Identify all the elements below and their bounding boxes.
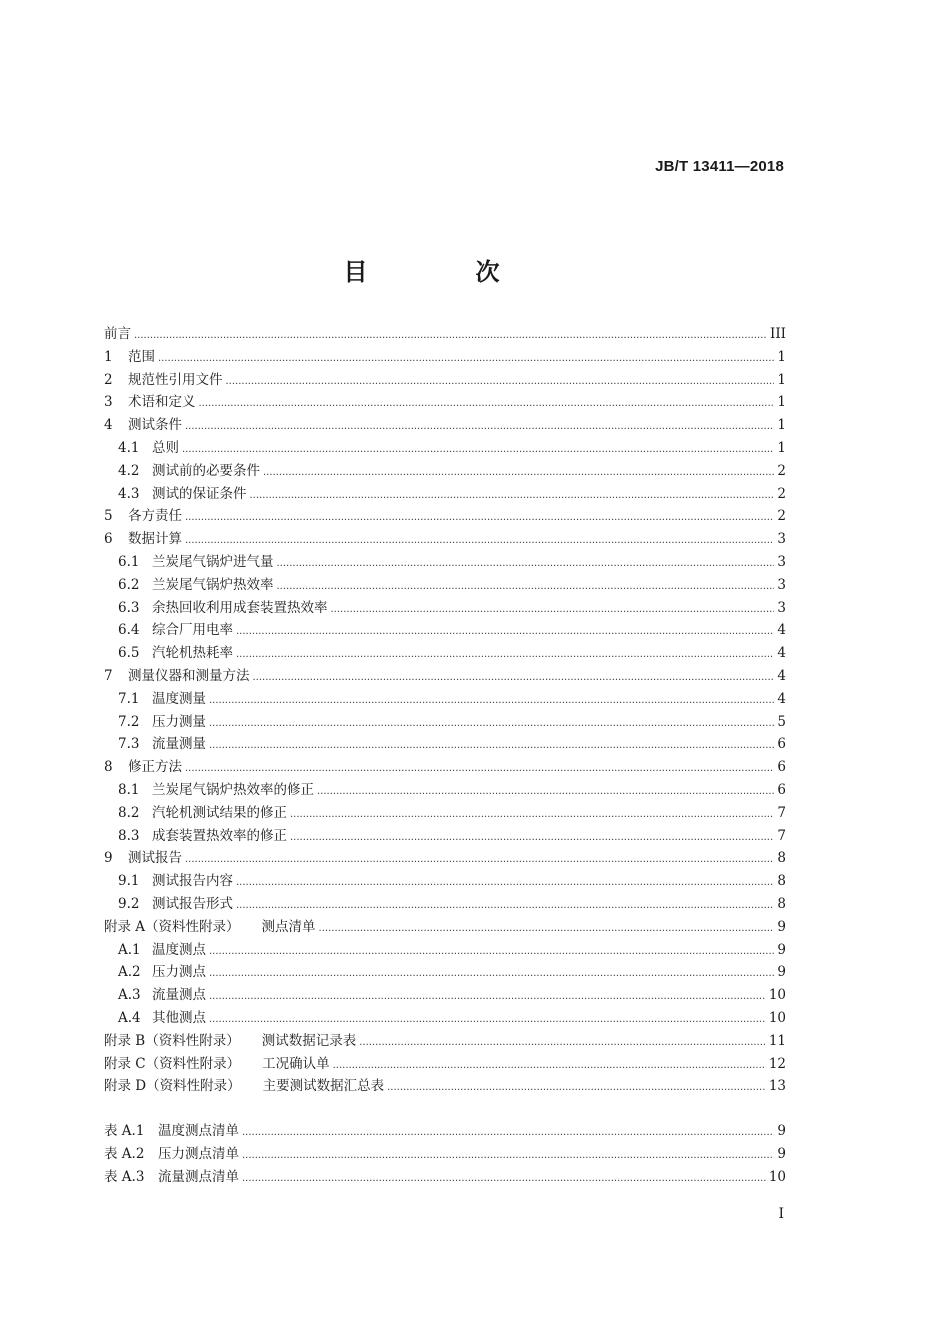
dot-leader — [236, 900, 774, 911]
toc-entry[interactable] — [104, 504, 786, 527]
toc-entry-number: 表 A.3 — [104, 1168, 145, 1185]
toc-entry-title: 测试前的必要条件 — [152, 462, 260, 479]
toc-entry-title: 测试报告形式 — [152, 895, 233, 912]
toc-entry-page: 8 — [777, 873, 786, 890]
toc-entry-title: 兰炭尾气锅炉热效率 — [152, 576, 274, 593]
toc-entry-number: 表 A.1 — [104, 1123, 145, 1140]
dot-leader — [253, 672, 775, 683]
toc-entry-page: 4 — [777, 690, 786, 707]
toc-entry-number: 6.1 — [118, 553, 140, 570]
toc-entry-title: 流量测量 — [152, 736, 206, 753]
dot-leader — [236, 626, 774, 637]
toc-entry-page: 10 — [768, 987, 786, 1004]
dot-leader — [236, 649, 774, 660]
toc-entry-page: 13 — [768, 1078, 786, 1095]
toc-entry-page: 3 — [777, 531, 786, 548]
toc-entry-page: 4 — [777, 645, 786, 662]
toc-entry-number: 6.3 — [118, 599, 140, 616]
toc-entry-page: 4 — [777, 667, 786, 684]
dot-leader — [333, 1060, 766, 1071]
toc-entry-number: 7.2 — [118, 713, 140, 730]
toc-entry-page: 1 — [777, 348, 786, 365]
toc-entry[interactable] — [104, 618, 786, 641]
toc-entry-number: 1 — [104, 348, 113, 365]
dot-leader — [242, 1150, 774, 1161]
dot-leader — [185, 854, 774, 865]
dot-leader — [359, 1037, 766, 1048]
toc-entry[interactable] — [104, 1142, 786, 1165]
toc-entry[interactable] — [104, 1074, 786, 1097]
toc-entry-page: 8 — [777, 850, 786, 867]
dot-leader — [209, 718, 774, 729]
toc-entry-number: 8.1 — [118, 781, 140, 798]
toc-entry-number: 附录 A（资料性附录） — [104, 918, 240, 935]
toc-entry-page: 3 — [777, 576, 786, 593]
toc-entry-page: 6 — [777, 736, 786, 753]
toc-entry[interactable] — [104, 459, 786, 482]
toc-entry-title: 测点清单 — [261, 918, 316, 935]
toc-entry-title: 规范性引用文件 — [128, 371, 223, 388]
toc-entry-title: 修正方法 — [128, 759, 182, 776]
toc-entry-title: 测试报告 — [128, 850, 182, 867]
dot-leader — [242, 1127, 774, 1138]
toc-entry-number: 7.3 — [118, 736, 140, 753]
dot-leader — [319, 923, 775, 934]
toc-entry-title: 各方责任 — [128, 508, 182, 525]
toc-entry-number: 5 — [104, 508, 113, 525]
dot-leader — [277, 558, 775, 569]
toc-entry[interactable] — [104, 1029, 786, 1052]
dot-leader — [182, 444, 774, 455]
toc-entry-page: 7 — [777, 804, 786, 821]
toc-entry-number: 附录 B（资料性附录） — [104, 1032, 240, 1049]
toc-entry[interactable] — [104, 824, 786, 847]
toc-entry-number: 6.5 — [118, 645, 140, 662]
toc-entry[interactable] — [104, 778, 786, 801]
toc-entry-title: 测试条件 — [128, 417, 182, 434]
toc-entry-title: 测试报告内容 — [152, 873, 233, 890]
dot-leader — [290, 809, 774, 820]
toc-entry-title: 成套装置热效率的修正 — [152, 827, 287, 844]
dot-leader — [185, 763, 774, 774]
toc-entry-page: 1 — [777, 439, 786, 456]
toc-entry-page: 6 — [777, 759, 786, 776]
toc-entry-title: 温度测点清单 — [158, 1123, 239, 1140]
dot-leader — [134, 330, 767, 341]
toc-entry[interactable] — [104, 938, 786, 961]
toc-entry[interactable] — [104, 550, 786, 573]
dot-leader — [290, 832, 774, 843]
toc-entry-page: 1 — [777, 394, 786, 411]
toc-entry-number: 2 — [104, 371, 113, 388]
dot-leader — [209, 991, 766, 1002]
toc-entry-page: 2 — [777, 462, 786, 479]
toc-entry-title: 汽轮机热耗率 — [152, 645, 233, 662]
dot-leader — [317, 786, 774, 797]
dot-leader — [236, 877, 774, 888]
dot-leader — [185, 421, 774, 432]
dot-leader — [209, 1014, 766, 1025]
toc-entry[interactable] — [104, 527, 786, 550]
toc-entry-number: 8.2 — [118, 804, 140, 821]
toc-entry-page: 9 — [777, 1145, 786, 1162]
toc-entry[interactable] — [104, 892, 786, 915]
toc-entry-page: 6 — [777, 781, 786, 798]
dot-leader — [158, 353, 774, 364]
toc-entry-page: 1 — [777, 417, 786, 434]
toc-entry-number: 3 — [104, 394, 113, 411]
toc-entry-title: 测量仪器和测量方法 — [128, 667, 250, 684]
toc-entry-page: 5 — [777, 713, 786, 730]
dot-leader — [387, 1082, 766, 1093]
dot-leader — [250, 490, 775, 501]
toc-entry-page: 1 — [777, 371, 786, 388]
toc-entry-title: 总则 — [152, 439, 179, 456]
toc-entry-number: 6.2 — [118, 576, 140, 593]
toc-entry-page: III — [770, 326, 786, 342]
toc-entry-number: 6.4 — [118, 622, 140, 639]
dot-leader — [199, 398, 775, 409]
toc-entry-title: 范围 — [128, 348, 155, 365]
dot-leader — [209, 740, 774, 751]
toc-entry[interactable] — [104, 687, 786, 710]
toc-entry-number: 附录 D（资料性附录） — [104, 1078, 241, 1095]
toc-entry[interactable] — [104, 390, 786, 413]
toc-entry-title: 汽轮机测试结果的修正 — [152, 804, 287, 821]
toc-entry-number: A.3 — [118, 987, 141, 1004]
toc-entry-title: 压力测点 — [152, 964, 206, 981]
dot-leader — [226, 376, 775, 387]
toc-entry[interactable] — [104, 345, 786, 368]
dot-leader — [277, 581, 775, 592]
page-number: I — [778, 1206, 784, 1222]
toc-entry-title: 兰炭尾气锅炉热效率的修正 — [152, 781, 314, 798]
toc-entry[interactable] — [104, 1119, 786, 1142]
toc-entry-number: 7.1 — [118, 690, 140, 707]
toc-entry[interactable] — [104, 413, 786, 436]
toc-entry-number: 6 — [104, 531, 113, 548]
standard-code: JB/T 13411—2018 — [655, 158, 784, 175]
toc-entry-page: 7 — [777, 827, 786, 844]
toc-entry[interactable] — [104, 641, 786, 664]
toc-entry-title: 压力测点清单 — [158, 1145, 239, 1162]
toc-entry-title: 流量测点清单 — [158, 1168, 239, 1185]
toc-entry-page: 9 — [777, 918, 786, 935]
toc-entry[interactable] — [104, 755, 786, 778]
toc-entry-page: 8 — [777, 895, 786, 912]
dot-leader — [185, 512, 774, 523]
toc-entry-number: 4 — [104, 417, 113, 434]
toc-entry-page: 11 — [768, 1032, 786, 1049]
toc-entry-title: 压力测量 — [152, 713, 206, 730]
toc-entry-title: 温度测点 — [152, 941, 206, 958]
toc-entry-page: 9 — [777, 964, 786, 981]
toc-entry[interactable] — [104, 482, 786, 505]
toc-entry-number: 8 — [104, 759, 113, 776]
toc-entry[interactable] — [104, 1052, 786, 1075]
toc-entry-page: 9 — [777, 941, 786, 958]
toc-entry[interactable] — [104, 983, 786, 1006]
toc-entry-number: 4.1 — [118, 439, 140, 456]
toc-entry-title: 兰炭尾气锅炉进气量 — [152, 553, 274, 570]
toc-entry-page: 9 — [777, 1123, 786, 1140]
toc-entry-title: 流量测点 — [152, 987, 206, 1004]
toc-entry-number: 4.2 — [118, 462, 140, 479]
toc-entry-title: 余热回收利用成套装置热效率 — [152, 599, 328, 616]
toc-entry-page: 10 — [768, 1009, 786, 1026]
toc-entry-number: A.1 — [118, 941, 141, 958]
toc-entry-number: 表 A.2 — [104, 1145, 145, 1162]
toc-entry[interactable] — [104, 573, 786, 596]
page-title: 目 次 — [343, 258, 542, 286]
toc-entry-number: 9.2 — [118, 895, 140, 912]
toc-entry-number: 9.1 — [118, 873, 140, 890]
toc-entry-page: 10 — [768, 1168, 786, 1185]
toc-entry[interactable] — [104, 368, 786, 391]
toc-entry-number: 9 — [104, 850, 113, 867]
dot-leader — [209, 946, 774, 957]
table-of-contents — [104, 322, 786, 1187]
toc-entry-page: 2 — [777, 485, 786, 502]
toc-entry-title: 术语和定义 — [128, 394, 196, 411]
toc-entry[interactable] — [104, 664, 786, 687]
toc-entry-title: 前言 — [104, 326, 131, 342]
toc-entry[interactable] — [104, 710, 786, 733]
toc-entry-title: 测试的保证条件 — [152, 485, 247, 502]
toc-entry[interactable] — [104, 915, 786, 938]
toc-entry[interactable] — [104, 801, 786, 824]
toc-entry[interactable] — [104, 596, 786, 619]
toc-entry[interactable] — [104, 436, 786, 459]
toc-entry-page: 4 — [777, 622, 786, 639]
toc-entry[interactable] — [104, 322, 786, 345]
toc-entry-number: 附录 C（资料性附录） — [104, 1055, 241, 1072]
toc-entry[interactable] — [104, 846, 786, 869]
dot-leader — [209, 695, 774, 706]
toc-entry[interactable] — [104, 1006, 786, 1029]
dot-leader — [209, 968, 774, 979]
toc-entry[interactable] — [104, 1165, 786, 1188]
toc-entry-page: 12 — [768, 1055, 786, 1072]
toc-entry-title: 数据计算 — [128, 531, 182, 548]
dot-leader — [263, 467, 774, 478]
dot-leader — [331, 604, 775, 615]
toc-entry-title: 工况确认单 — [262, 1055, 330, 1072]
toc-entry-page: 2 — [777, 508, 786, 525]
dot-leader — [185, 535, 774, 546]
toc-entry-title: 温度测量 — [152, 690, 206, 707]
toc-entry-title: 主要测试数据汇总表 — [262, 1078, 385, 1095]
toc-entry[interactable] — [104, 869, 786, 892]
toc-entry[interactable] — [104, 960, 786, 983]
toc-entry-number: 4.3 — [118, 485, 140, 502]
dot-leader — [242, 1173, 766, 1184]
toc-entry-number: 8.3 — [118, 827, 140, 844]
toc-entry-number: A.2 — [118, 964, 141, 981]
toc-entry-number: A.4 — [118, 1009, 141, 1026]
toc-entry-title: 综合厂用电率 — [152, 622, 233, 639]
toc-entry-page: 3 — [777, 553, 786, 570]
toc-entry-title: 其他测点 — [152, 1009, 206, 1026]
toc-entry-number: 7 — [104, 667, 113, 684]
toc-entry[interactable] — [104, 732, 786, 755]
toc-entry-title: 测试数据记录表 — [261, 1032, 357, 1049]
toc-entry-page: 3 — [777, 599, 786, 616]
